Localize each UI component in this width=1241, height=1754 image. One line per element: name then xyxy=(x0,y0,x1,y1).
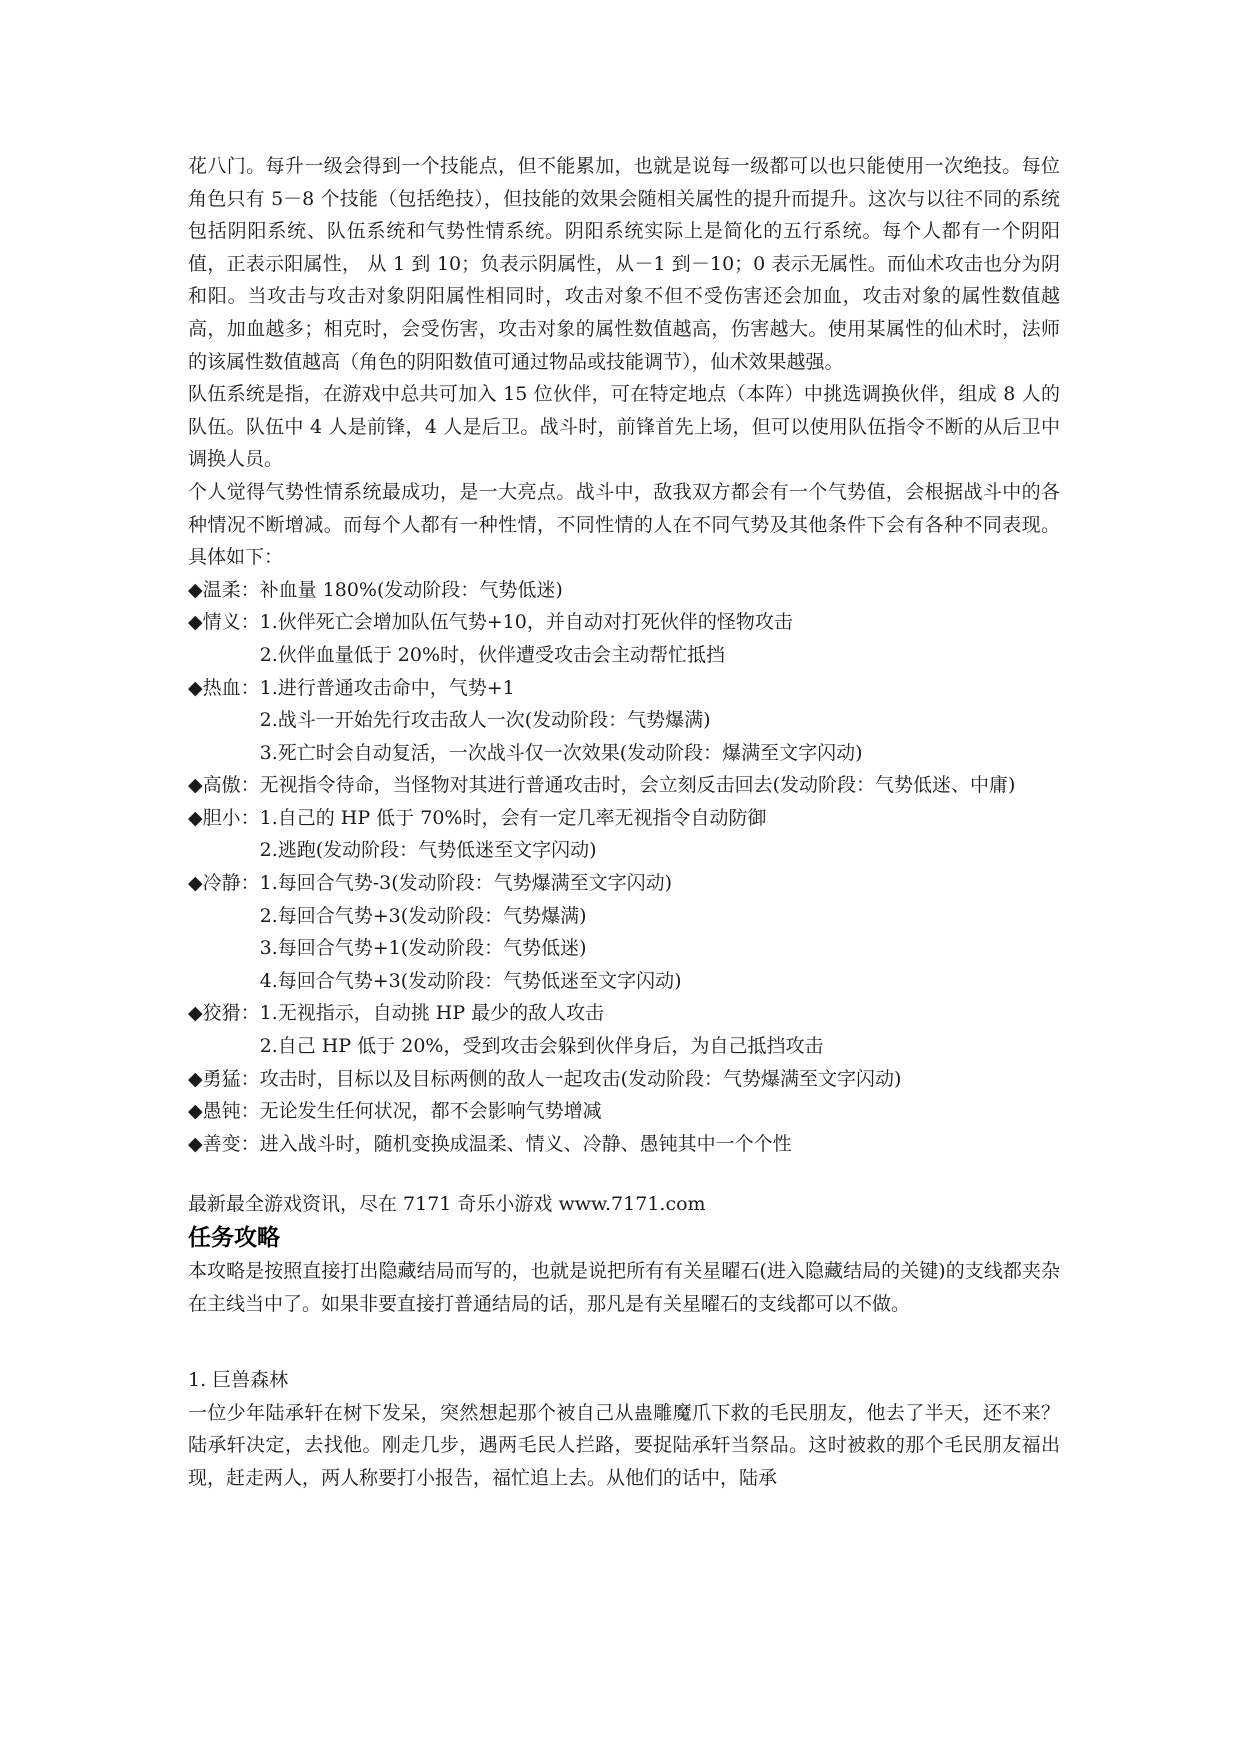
spacer xyxy=(188,1160,1060,1188)
trait-line: 2.逃跑(发动阶段：气势低迷至文字闪动) xyxy=(259,839,597,862)
trait-line: 2.自己 HP 低于 20%，受到攻击会躲到伙伴身后，为自己抵挡攻击 xyxy=(259,1035,824,1058)
section-heading: 任务攻略 xyxy=(188,1225,280,1251)
trait-line: 2.伙伴血量低于 20%时，伙伴遭受攻击会主动帮忙抵挡 xyxy=(259,643,726,666)
trait-gaoao: ◆高傲：无视指令待命，当怪物对其进行普通攻击时，会立刻反击回去(发动阶段：气势低迷、中庸) xyxy=(188,774,1016,797)
trait-line: 攻击时，目标以及目标两侧的敌人一起攻击(发动阶段：气势爆满至文字闪动) xyxy=(259,1067,902,1090)
trait-name: ◆勇猛： xyxy=(188,1067,260,1090)
trait-line: 4.每回合气势+3(发动阶段：气势低迷至文字闪动) xyxy=(259,969,682,992)
trait-item xyxy=(188,1063,1060,1096)
trait-line: 1.无视指示，自动挑 HP 最少的敌人攻击 xyxy=(259,1002,605,1025)
trait-name: ◆愚钝： xyxy=(188,1100,260,1123)
trait-line: 1.自己的 HP 低于 70%时，会有一定几率无视指令自动防御 xyxy=(259,806,767,829)
spacer xyxy=(188,1320,1060,1364)
trait-line: 3.每回合气势+1(发动阶段：气势低迷) xyxy=(259,937,587,960)
chapter-text: 一位少年陆承轩在树下发呆，突然想起那个被自己从蛊雕魔爪下救的毛民朋友，他去了半天，还不来？陆承轩决定，去找他。刚走几步，遇两毛民人拦路，要捉陆承轩当祭品。这时被救的那个毛民朋友福出现，赶走两人，两人称要打小报告，福忙追上去。从他们的话中，陆承 xyxy=(188,1401,1060,1489)
trait-item xyxy=(188,1095,1060,1128)
intro-paragraph-team: 队伍系统是指，在游戏中总共可加入 15 位伙伴，可在特定地点（本阵）中挑选调换伙伴，组成 8 人的队伍。队伍中 4 人是前锋，4 人是后卫。战斗时，前锋首先上场，但可以使用队伍指令不断的从后卫中调换人员。 xyxy=(188,383,1060,471)
trait-name: ◆善变： xyxy=(188,1132,260,1155)
trait-item xyxy=(188,1128,1060,1161)
trait-name: ◆冷静： xyxy=(188,872,260,895)
trait-name: ◆狡猾： xyxy=(188,1002,260,1025)
chapter-title: 1. 巨兽森林 xyxy=(188,1369,289,1392)
trait-line: 2.每回合气势+3(发动阶段：气势爆满) xyxy=(259,904,587,927)
ad-line: 最新最全游戏资讯，尽在 7171 奇乐小游戏 www.7171.com xyxy=(188,1193,706,1216)
trait-item xyxy=(188,997,1060,1062)
trait-name: ◆情义： xyxy=(188,611,260,634)
trait-line: 无论发生任何状况，都不会影响气势增减 xyxy=(259,1100,602,1123)
trait-name: ◆热血： xyxy=(188,676,260,699)
trait-line: 进入战斗时，随机变换成温柔、情义、冷静、愚钝其中一个个性 xyxy=(259,1132,792,1155)
intro-paragraph-temper: 个人觉得气势性情系统最成功，是一大亮点。战斗中，敌我双方都会有一个气势值，会根据战斗中的各种情况不断增减。而每个人都有一种性情，不同性情的人在不同气势及其他条件下会有各种不同表现。具体如下： xyxy=(188,480,1060,569)
trait-item xyxy=(188,574,1060,607)
trait-name: ◆温柔： xyxy=(188,578,260,601)
trait-item xyxy=(188,606,1060,671)
intro-paragraph-yinyang: 花八门。每升一级会得到一个技能点，但不能累加，也就是说每一级都可以也只能使用一次绝技。每位角色只有 5－8 个技能（包括绝技），但技能的效果会随相关属性的提升而提升。这次与以往不同的系统包括阴阳系统、队伍系统和气势性情系统。阴阳系统实际上是简化的五行系统。每个人都有一个阴阳值，正表示阳属性， 从 1 到 10；负表示阴属性，从－1 到－10；0 表示无属性。而仙术攻击也分为阴和阳。当攻击与攻击对象阴阳属性相同时，攻击对象不但不受伤害还会加血，攻击对象的属性数值越高，加血越多；相克时，会受伤害，攻击对象的属性数值越高，伤害越大。使用某属性的仙术时，法师的该属性数值越高（角色的阴阳数值可通过物品或技能调节），仙术效果越强。 xyxy=(188,155,1060,373)
document-page xyxy=(188,150,1060,1495)
trait-name: ◆胆小： xyxy=(188,806,260,829)
trait-line: 3.死亡时会自动复活，一次战斗仅一次效果(发动阶段：爆满至文字闪动) xyxy=(259,741,863,764)
trait-line: 1.伙伴死亡会增加队伍气势+10，并自动对打死伙伴的怪物攻击 xyxy=(259,611,793,634)
trait-item xyxy=(188,867,1060,997)
trait-line: 1.每回合气势-3(发动阶段：气势爆满至文字闪动) xyxy=(259,872,673,895)
trait-item xyxy=(188,802,1060,867)
trait-line: 1.进行普通攻击命中，气势+1 xyxy=(259,676,515,699)
trait-line: 补血量 180%(发动阶段：气势低迷) xyxy=(259,578,563,601)
guide-intro: 本攻略是按照直接打出隐藏结局而写的，也就是说把所有有关星曜石(进入隐藏结局的关键)的支线都夹杂在主线当中了。如果非要直接打普通结局的话，那凡是有关星曜石的支线都可以不做。 xyxy=(188,1260,1060,1315)
trait-line: 2.战斗一开始先行攻击敌人一次(发动阶段：气势爆满) xyxy=(259,709,711,732)
trait-item xyxy=(188,672,1060,770)
